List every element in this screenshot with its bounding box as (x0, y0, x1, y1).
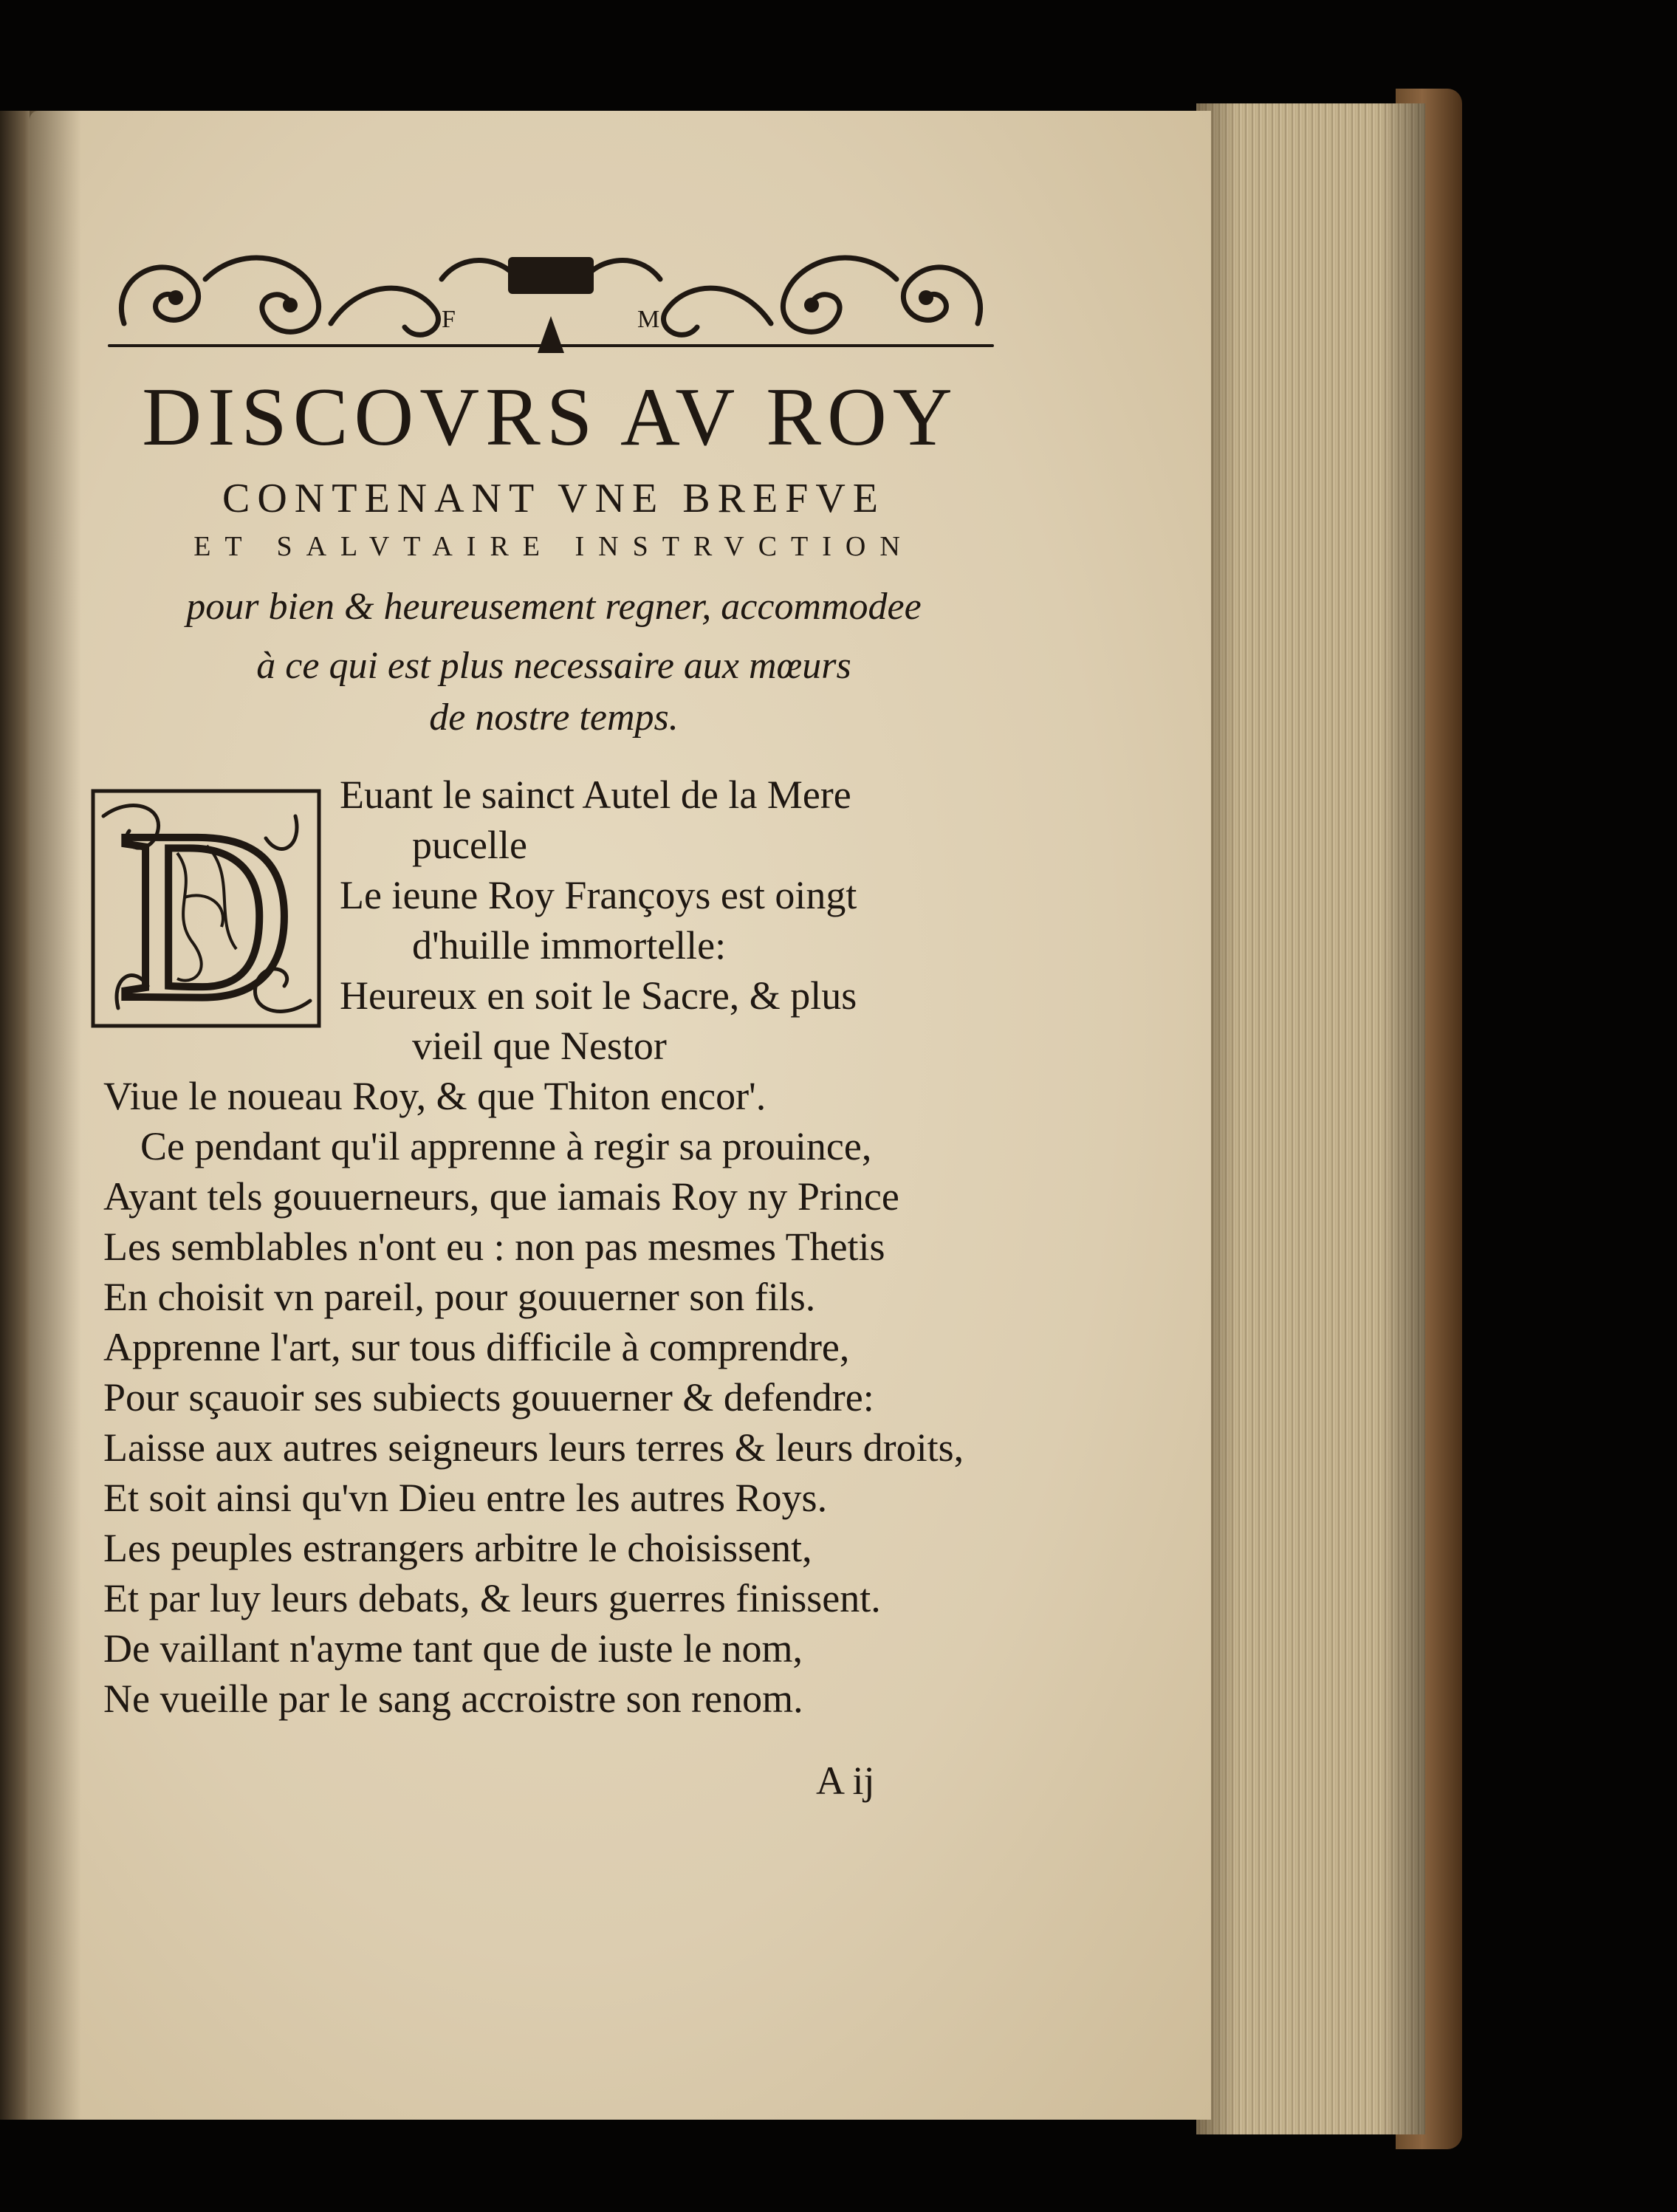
verse-line: Heureux en soit le Sacre, & plus (340, 973, 857, 1018)
verse-line: vieil que Nestor (412, 1024, 667, 1068)
ornament-initial-m: M (637, 306, 660, 333)
page-gutter-shadow (30, 111, 81, 2120)
verse-line: Ce pendant qu'il apprenne à regir sa prouince, (140, 1124, 872, 1168)
verse-line: Viue le noueau Roy, & que Thiton encor'. (103, 1074, 767, 1118)
verse-line: Pour sçauoir ses subiects gouuerner & defendre: (103, 1375, 874, 1420)
verse-line: d'huille immortelle: (412, 923, 727, 968)
verse-line: Les peuples estrangers arbitre le choisissent, (103, 1526, 812, 1570)
verse-line: Et soit ainsi qu'vn Dieu entre les autres Roys. (103, 1476, 828, 1520)
verse-line: De vaillant n'ayme tant que de iuste le nom, (103, 1626, 803, 1671)
verse-line: Le ieune Roy Françoys est oingt (340, 873, 857, 917)
italic-line-3: de nostre temps. (429, 696, 679, 739)
verse-line: Ayant tels gouuerneurs, que iamais Roy ny Prince (103, 1174, 899, 1219)
verse-line: Et par luy leurs debats, & leurs guerres finissent. (103, 1576, 881, 1620)
page-title: DISCOVRS AV ROY (142, 371, 958, 463)
page-edges-shadow (1196, 103, 1425, 2134)
drop-capital (89, 787, 323, 1030)
verse-line: Les semblables n'ont eu : non pas mesmes Thetis (103, 1225, 885, 1269)
verse-line: En choisit vn pareil, pour gouuerner son fils. (103, 1275, 816, 1319)
verse-line: Apprenne l'art, sur tous difficile à comprendre, (103, 1325, 850, 1369)
subtitle-line-2: ET SALVTAIRE INSTRVCTION (193, 531, 914, 562)
verse-line: Laisse aux autres seigneurs leurs terres & leurs droits, (103, 1425, 964, 1470)
drop-capital-letter: D (117, 787, 295, 1030)
verse-line: Ne vueille par le sang accroistre son renom. (103, 1677, 803, 1721)
ornament-initial-f: F (442, 306, 456, 333)
verse-line: pucelle (412, 823, 527, 867)
italic-line-2: à ce qui est plus necessaire aux mœurs (256, 645, 851, 687)
italic-line-1: pour bien & heureusement regner, accommodee (186, 586, 922, 628)
subtitle-line-1: CONTENANT VNE BREFVE (222, 476, 885, 521)
headpiece-ornament (95, 235, 1007, 360)
signature-mark: A ij (816, 1759, 875, 1803)
verse-line: Euant le sainct Autel de la Mere (340, 773, 851, 817)
